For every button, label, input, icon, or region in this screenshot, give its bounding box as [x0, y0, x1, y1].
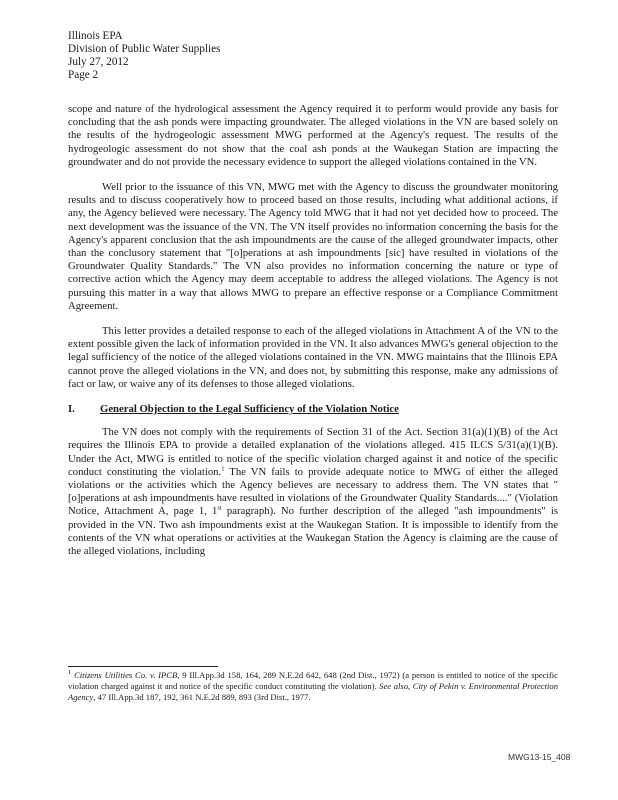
footnote-text-1: , 9 Ill.App.3d 158, 164, 289 N.E.2d 642, 648 (2nd Dist., 1972) (a person is entitled to notice of the specific violation charged against it and notice of the specific conduct constituting the violation).	[68, 670, 558, 691]
footnote-see-also: See also, City of Pekin v. Environmental Protection Agency	[68, 681, 558, 702]
footnote-marker: 1	[68, 669, 72, 677]
paragraph-4-part-c: paragraph). No further description of the alleged "ash impoundments" is provided in the VN. Two ash impoundments exist at the Waukegan Station. It is impossible to identify from the contents of the VN what operations or activities at the Waukegan Station the Agency is claiming are the cause of the alleged violations, including	[68, 505, 559, 558]
paragraph-1: scope and nature of the hydrological assessment the Agency required it to perform would provide any basis for concluding that the ash ponds were impacting groundwater. The alleged violations in the VN are based solely on the results of the hydrogeologic assessment MWG performed at the Agency's request. The results of the hydrogeologic assessment do not show that the coal ash ponds at the Waukegan Station are impacting the groundwater and do not provide the necessary evidence to support the alleged violations contained in the VN.	[68, 103, 558, 168]
header-recipient: Illinois EPA	[68, 30, 123, 42]
paragraph-3: This letter provides a detailed response to each of the alleged violations in Attachment A of the VN to the extent possible given the lack of information provided in the VN. It also advances MWG's general objection to the legal sufficiency of the notice of the alleged violations contained in the VN. MWG maintains that the Illinois EPA cannot prove the alleged violations in the VN, and does not, by submitting this response, make any admissions of fact or law, or waive any of its defenses to those alleged violations.	[68, 325, 558, 390]
paragraph-2: Well prior to the issuance of this VN, MWG met with the Agency to discuss the groundwater monitoring results and to discuss cooperatively how to proceed based on those results, including what additional actions, if any, the Agency believed were necessary. The Agency told MWG that it had not yet decided how to proceed. The next development was the issuance of the VN. The VN itself provides no information concerning the basis for the Agency's apparent conclusion that the ash impoundments are the cause of the alleged groundwater impacts, other than the conclusory statement that "[o]perations at ash impoundments [sic] have resulted in violations of the Groundwater Quality Standards." The VN also provides no information concerning the nature or type of corrective action which the Agency may deem acceptable to address the alleged violations. The Agency is not pursuing this matter in a way that allows MWG to prepare an effective response or a Compliance Commitment Agreement.	[68, 181, 558, 312]
paragraph-4-part-a: The VN does not comply with the requirements of Section 31 of the Act. Section 31(a)(1)(B) of the Act requires the Illinois EPA to provide a detailed explanation of the violations alleged. 415 ILCS 5/31(a)(1)(B). Under the Act, MWG is entitled to notice of the specific violation charged against it and notice of the specific conduct constituting the violation.	[68, 426, 558, 478]
letter-body	[68, 103, 558, 570]
footnote	[68, 670, 558, 703]
footnote-reference: 1	[221, 465, 225, 473]
header-page: Page 2	[68, 69, 99, 81]
paragraph-4	[68, 426, 558, 558]
bates-number: MWG13-15_408	[508, 752, 571, 762]
paragraph-4-part-b: The VN fails to provide adequate notice to MWG of either the alleged violations or the activities which the Agency believes are necessary to address them. The VN states that "[o]perations at ash impoundments have resulted in violations of the Groundwater Quality Standards...." (Violation Notice, Attachment A, page 1, 1	[68, 465, 558, 518]
header-date: July 27, 2012	[68, 56, 129, 68]
footnote-divider	[68, 666, 218, 667]
letter-header	[68, 30, 220, 82]
header-division: Division of Public Water Supplies	[68, 43, 221, 55]
section-title: General Objection to the Legal Sufficiency of the Violation Notice	[100, 403, 399, 416]
footnote-text-2: , 47 Ill.App.3d 187, 192, 361 N.E.2d 889, 893 (3rd Dist., 1977.	[93, 692, 311, 702]
section-number: I.	[68, 403, 75, 416]
ordinal-suffix: st	[217, 504, 222, 512]
section-heading	[68, 403, 558, 416]
footnote-case-citation: Citizens Utilities Co. v. IPCB	[74, 670, 178, 680]
